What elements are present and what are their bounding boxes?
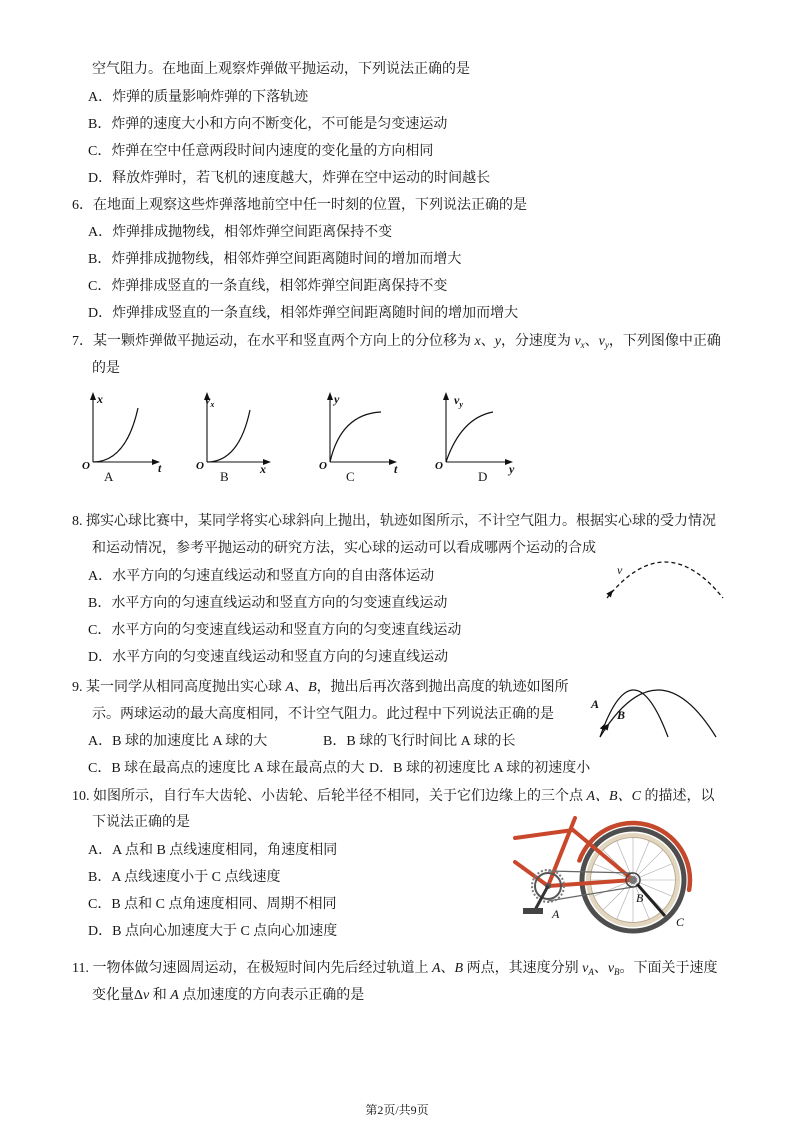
q11-point-a: A xyxy=(431,961,441,976)
q8-option-c: C．水平方向的匀变速直线运动和竖直方向的匀变速直线运动 xyxy=(88,623,462,638)
q11-stem-mid: 两点，其速度分别 xyxy=(463,961,583,976)
q9-stem-tail: ，抛出后再次落到抛出高度的轨迹如图所 xyxy=(316,680,569,695)
q11-sep1: 、 xyxy=(440,961,455,976)
origin-label: O xyxy=(319,460,327,472)
velocity-label: v xyxy=(617,563,623,577)
q10-stem-line1 xyxy=(72,788,714,806)
q6-option-d: D．炸弹排成竖直的一条直线，相邻炸弹空间距离随时间的增加而增大 xyxy=(88,306,519,321)
q10-stem-lead: 10. 如图所示，自行车大齿轮、小齿轮、后轮半径不相同，关于它们边缘上的三个点 xyxy=(72,789,587,804)
q10-bicycle-figure xyxy=(515,818,705,936)
graph-curve xyxy=(330,412,381,462)
q9-option-a: A．B 球的加速度比 A 球的大 xyxy=(88,734,268,749)
q9-stem-lead: 9. 某一同学从相同高度抛出实心球 xyxy=(72,680,286,695)
x-axis-label: t xyxy=(158,461,162,475)
q10-option-c: C．B 点和 C 点角速度相同、周期不相同 xyxy=(88,897,337,912)
q7-graph-b xyxy=(192,386,286,474)
q10-stem-tail: 的描述，以 xyxy=(640,789,715,804)
q11-v1-sub: A xyxy=(588,967,594,977)
q11-line2-tail: 点加速度的方向表示正确的是 xyxy=(178,988,365,1003)
q7-sep1: 、 xyxy=(480,334,495,349)
q5-option-c: C．炸弹在空中任意两段时间内速度的变化量的方向相同 xyxy=(88,144,434,159)
q7-graph-d xyxy=(431,386,525,474)
q7-graph-b-label: B xyxy=(220,469,229,484)
q6-option-b: B．炸弹排成抛物线，相邻炸弹空间距离随时间的增加而增大 xyxy=(88,252,462,267)
q6-option-c: C．炸弹排成竖直的一条直线，相邻炸弹空间距离保持不变 xyxy=(88,279,448,294)
q5-stem-tail: 空气阻力。在地面上观察炸弹做平抛运动，下列说法正确的是 xyxy=(92,62,470,77)
q7-sep2: 、 xyxy=(584,334,599,349)
q7-v1-sub: x xyxy=(580,340,585,350)
q11-line2-lead: 变化量Δ xyxy=(92,988,144,1003)
q9-ball-b: B xyxy=(308,680,317,695)
q5-option-a: A．炸弹的质量影响炸弹的下落轨迹 xyxy=(88,90,309,105)
q11-stem-tail: 。下面关于速度 xyxy=(619,961,718,976)
q11-delta-v: v xyxy=(143,988,150,1003)
q7-graph-a xyxy=(80,386,174,474)
q11-stem-line1 xyxy=(72,960,718,981)
q7-v2-sub: y xyxy=(604,340,609,350)
q7-var-y: y xyxy=(494,334,501,349)
origin-label: O xyxy=(196,460,204,472)
bicycle-frame xyxy=(515,818,633,886)
point-c-label: C xyxy=(676,915,685,929)
q5-option-b: B．炸弹的速度大小和方向不断变化，不可能是匀变速运动 xyxy=(88,117,448,132)
point-a-label: A xyxy=(552,907,560,921)
q7-graph-c xyxy=(315,386,409,474)
q11-sep2: 、 xyxy=(593,961,608,976)
y-axis-label: $v_x$ xyxy=(205,393,215,409)
q7-var-x: x xyxy=(474,334,481,349)
q10-option-b: B．A 点线速度小于 C 点线速度 xyxy=(88,870,281,885)
y-axis-label: $v_y$ xyxy=(454,393,463,409)
q8-option-b: B．水平方向的匀速直线运动和竖直方向的匀变速直线运动 xyxy=(88,596,448,611)
y-axis-label: x xyxy=(97,392,103,406)
x-axis-label: y xyxy=(509,462,515,476)
graph-curve xyxy=(207,410,250,462)
rear-hub xyxy=(629,876,637,884)
q5-option-d: D．释放炸弹时，若飞机的速度越大，炸弹在空中运动的时间越长 xyxy=(88,171,491,186)
q7-v2: v xyxy=(598,334,605,349)
q11-v1: v xyxy=(582,961,589,976)
q7-graph-c-label: C xyxy=(346,469,355,484)
q7-stem-line1 xyxy=(72,333,721,354)
y-axis-arrow xyxy=(443,392,449,400)
q11-stem-lead: 11. 一物体做匀速圆周运动，在极短时间内先后经过轨道上 xyxy=(72,961,432,976)
q7-stem-mid: ，分速度为 xyxy=(500,334,575,349)
graph-curve xyxy=(93,408,138,462)
label-a: A xyxy=(591,697,600,711)
q6-option-a: A．炸弹排成抛物线，相邻炸弹空间距离保持不变 xyxy=(88,225,393,240)
q6-stem: 6．在地面上观察这些炸弹落地前空中任一时刻的位置，下列说法正确的是 xyxy=(72,198,527,213)
q8-stem-line2: 和运动情况，参考平抛运动的研究方法，实心球的运动可以看成哪两个运动的合成 xyxy=(92,541,596,556)
q11-line2-point-a: A xyxy=(170,988,179,1003)
q7-stem-lead: 7．某一颗炸弹做平抛运动，在水平和竖直两个方向上的分位移为 xyxy=(72,334,475,349)
dashed-trajectory xyxy=(607,562,723,598)
q8-option-d: D．水平方向的匀变速直线运动和竖直方向的匀速直线运动 xyxy=(88,650,449,665)
q11-line2-mid: 和 xyxy=(149,988,171,1003)
q10-stem-line2: 下说法正确的是 xyxy=(92,815,190,830)
q9-ball-a: A xyxy=(285,680,295,695)
trajectory-a xyxy=(600,690,668,737)
point-b-label: B xyxy=(636,891,644,905)
x-axis-label: t xyxy=(394,462,398,476)
q11-v2: v xyxy=(607,961,615,976)
origin-label: O xyxy=(82,460,90,472)
q7-graph-d-label: D xyxy=(478,469,488,484)
q9-sep: 、 xyxy=(294,680,309,695)
q9-trajectory-figure xyxy=(588,680,723,742)
q11-v2-sub: B xyxy=(614,967,620,977)
label-b: B xyxy=(617,708,626,722)
y-axis-arrow xyxy=(327,392,333,400)
q7-stem-line2: 的是 xyxy=(92,361,120,376)
q9-option-d: D．B 球的初速度比 A 球的初速度小 xyxy=(369,761,591,776)
q11-stem-line2 xyxy=(92,987,364,1005)
q9-option-c: C．B 球在最高点的速度比 A 球在最高点的大 xyxy=(88,761,365,776)
q7-graph-a-label: A xyxy=(104,469,114,484)
q7-v1: v xyxy=(574,334,581,349)
velocity-arrow xyxy=(606,590,613,597)
x-axis-label: x xyxy=(260,462,266,476)
q10-points: A、B、C xyxy=(586,789,641,804)
y-axis-arrow xyxy=(90,392,96,400)
q8-stem-line1: 8. 掷实心球比赛中，某同学将实心球斜向上抛出，轨迹如图所示，不计空气阻力。根据实心球的受力情况 xyxy=(72,514,716,529)
q11-point-b: B xyxy=(454,961,464,976)
graph-curve xyxy=(446,412,493,462)
q9-stem-line1 xyxy=(72,679,569,697)
page-number: 第2页/共9页 xyxy=(365,1103,429,1117)
q7-stem-tail: ，下列图像中正确 xyxy=(608,334,721,349)
q10-option-a: A．A 点和 B 点线速度相同，角速度相同 xyxy=(88,843,338,858)
q8-trajectory-figure xyxy=(600,550,730,606)
q9-stem-line2: 示。两球运动的最大高度相同，不计空气阻力。此过程中下列说法正确的是 xyxy=(92,707,554,722)
q10-option-d: D．B 点向心加速度大于 C 点向心加速度 xyxy=(88,924,338,939)
pedal xyxy=(523,908,543,914)
q9-option-b: B．B 球的飞行时间比 A 球的长 xyxy=(323,734,516,749)
q8-option-a: A．水平方向的匀速直线运动和竖直方向的自由落体运动 xyxy=(88,569,435,584)
y-axis-label: y xyxy=(334,392,340,406)
origin-label: O xyxy=(435,460,443,472)
